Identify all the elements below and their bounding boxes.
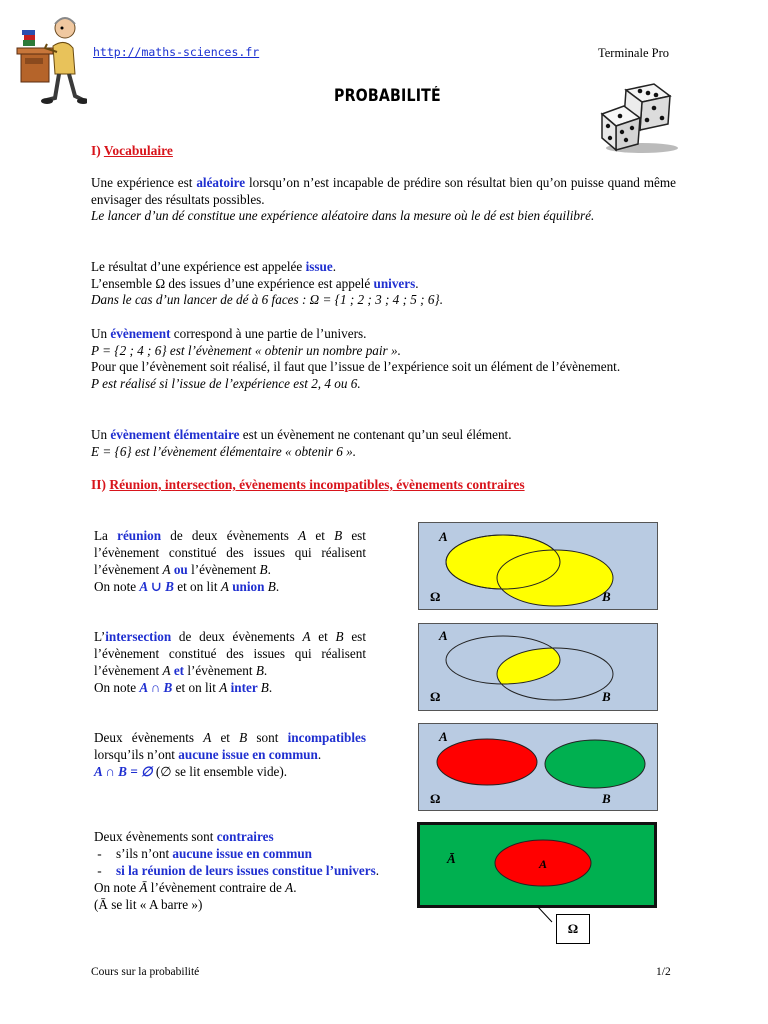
example-univers: Dans le cas d’un lancer de dé à 6 faces : Ω = {1 ; 2 ; 3 ; 4 ; 5 ; 6}. [91, 292, 443, 308]
union-symbol: A ∪ B [139, 579, 174, 594]
dice-icon [596, 80, 681, 155]
label-omega: Ω [430, 689, 441, 704]
paragraph-evenement: Un évènement correspond à une partie de l’univers. P = {2 ; 4 ; 6} est l’évènement « obtenir un nombre pair ». Pour que l’évènement soit réalisé, il faut que l’issue de l’expérience soit un élément de l’évènement. P est réalisé si l’issue de l’expérience est 2, 4 ou 6. [91, 326, 621, 391]
incompatible-definition: Deux évènements A et B sont incompatibles lorsqu’ils n’ont aucune issue en commun. A ∩ B = ∅ (∅ se lit ensemble vide). [94, 730, 367, 779]
site-url-link[interactable]: http://maths-sciences.fr [93, 45, 260, 59]
label-abar: Ā [447, 851, 456, 866]
omega-pointer-line [535, 905, 555, 925]
incompatible-symbol: A ∩ B = ∅ [94, 764, 153, 779]
page-number: 1/2 [656, 966, 671, 978]
section-1-heading [91, 143, 173, 159]
label-omega: Ω [430, 589, 441, 604]
inter-symbol: A ∩ B [139, 680, 173, 695]
contraire-venn-diagram [417, 822, 657, 908]
union-venn-diagram [418, 522, 658, 610]
label-omega: Ω [430, 791, 441, 806]
keyword-issue: issue [305, 259, 333, 274]
section-2-number: II) [91, 477, 107, 492]
example-pair: P = {2 ; 4 ; 6} est l’évènement « obtenir un nombre pair ». [91, 342, 401, 358]
section-1-title: Vocabulaire [103, 143, 173, 158]
level-label: Terminale Pro [598, 46, 669, 60]
keyword-evenement-elementaire: évènement élémentaire [110, 427, 240, 442]
section-1-number: I) [91, 143, 101, 158]
label-a: A [439, 628, 448, 643]
example-six: E = {6} est l’évènement élémentaire « obtenir 6 ». [91, 443, 357, 459]
section-2-heading [91, 477, 525, 493]
keyword-aleatoire: aléatoire [196, 175, 246, 190]
intersection-venn-diagram [418, 623, 658, 711]
paragraph-aleatoire: Une expérience est aléatoire lorsqu’on n’est incapable de prédire son résultat bien qu’on puisse quand même envisager des résultats possibles. Le lancer d’un dé constitue une expérience aléatoire dans la mesure où le dé est bien équilibré. [91, 175, 676, 224]
label-a: A [439, 729, 448, 744]
contraire-definition: Deux évènements sont contraires - s’ils n’ont aucune issue en commun - si la réunion de leurs issues constitue l’univers. On note Ā l’évènement contraire de A. (Ā se lit « A barre ») [94, 828, 384, 913]
example-realise: P est réalisé si l’issue de l’expérience est 2, 4 ou 6. [91, 375, 361, 391]
keyword-evenement: évènement [110, 326, 171, 341]
incompatible-venn-diagram [418, 723, 658, 811]
page-title: PROBABILITÉ [334, 86, 441, 105]
omega-callout-box [556, 914, 590, 944]
union-definition: La réunion de deux évènements A et B est l’évènement constitué des issues qui réalisent l’évènement A ou l’évènement B. On note A ∪ B et on lit A union B. [94, 528, 366, 594]
label-b: B [602, 791, 611, 806]
teacher-clipart [15, 8, 87, 106]
footer-title: Cours sur la probabilité [91, 966, 200, 978]
omega-label: Ω [567, 921, 579, 936]
label-a: A [439, 529, 448, 544]
paragraph-evenement-elementaire: Un évènement élémentaire est un évènement ne contenant qu’un seul élément. E = {6} est l’évènement élémentaire « obtenir 6 ». [91, 427, 512, 459]
label-a: A [539, 857, 548, 871]
example-de: Le lancer d’un dé constitue une expérience aléatoire dans la mesure où le dé est bien équilibré. [91, 208, 595, 224]
keyword-univers: univers [373, 275, 416, 291]
label-b: B [602, 689, 611, 704]
abar-reading: (Ā se lit « A barre ») [94, 897, 203, 912]
intersection-definition: L’intersection de deux évènements A et B est l’évènement constitué des issues qui réalisent l’évènement A et l’évènement B. On note A ∩ B et on lit A inter B. [94, 629, 366, 695]
label-b: B [602, 589, 611, 604]
paragraph-issue-univers: Le résultat d’une expérience est appelée issue. L’ensemble Ω des issues d’une expérience est appelé univers. Dans le cas d’un lancer de dé à 6 faces : Ω = {1 ; 2 ; 3 ; 4 ; 5 ; 6}. [91, 259, 443, 308]
section-2-title: Réunion, intersection, évènements incompatibles, évènements contraires [109, 477, 525, 492]
